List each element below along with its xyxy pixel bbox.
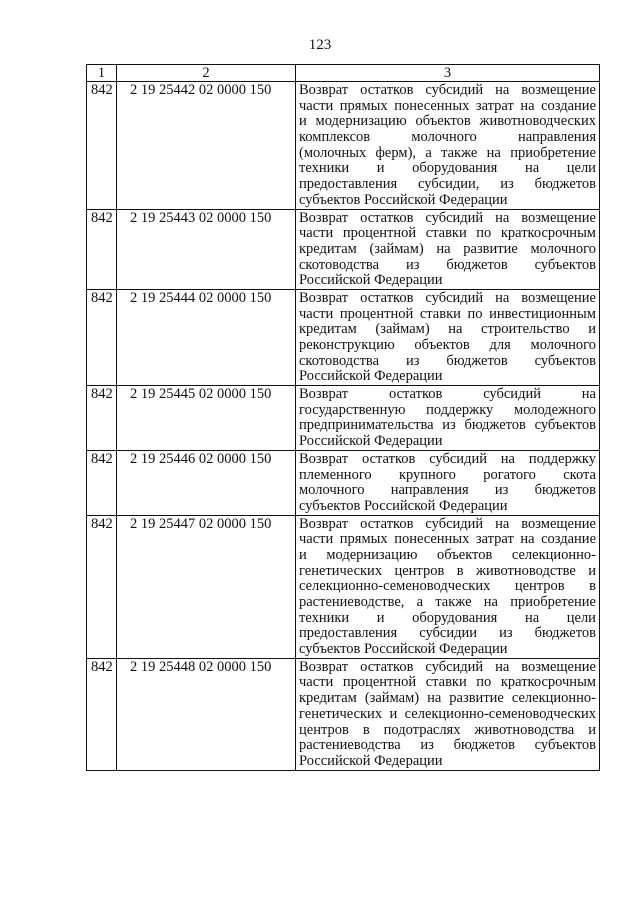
- word: субсидий: [425, 209, 484, 226]
- word: и: [376, 160, 385, 177]
- kbk-code-cell: [117, 289, 296, 385]
- word: скота: [563, 466, 596, 483]
- word: модернизацию: [326, 546, 418, 563]
- description-line: [296, 161, 599, 177]
- word: затрат: [475, 531, 514, 548]
- word: направления: [390, 482, 469, 499]
- word: цели: [566, 609, 596, 626]
- kbk-code-cell: [117, 515, 296, 658]
- description-line: субъектов Российской Федерации: [299, 497, 508, 514]
- description-line: [296, 354, 599, 370]
- table-row: [87, 289, 600, 385]
- kbk-code-cell: [117, 82, 296, 210]
- word: субсидий: [425, 289, 484, 306]
- word: бюджетов: [534, 482, 596, 499]
- word: племенного: [299, 466, 372, 483]
- description-line: [296, 418, 599, 434]
- word: кредитам: [299, 240, 357, 257]
- word: по: [476, 225, 492, 242]
- admin-code: 842: [91, 658, 113, 675]
- admin-code-cell: [87, 658, 117, 770]
- admin-code-cell: [87, 386, 117, 451]
- word: центров: [394, 562, 445, 579]
- description-line: [296, 723, 599, 739]
- description-line: [296, 403, 599, 419]
- word: из: [420, 737, 434, 754]
- kbk-code: 2 19 25442 02 0000 150: [130, 82, 272, 98]
- word: остатков: [360, 515, 414, 532]
- word: субсидий: [425, 658, 484, 675]
- word: также: [435, 594, 472, 610]
- header-col-1: 1: [87, 65, 117, 82]
- word: приобретение: [510, 144, 596, 161]
- word: животноводства: [474, 721, 575, 738]
- word: предоставления: [299, 176, 398, 193]
- word: остатков: [361, 450, 416, 467]
- description-cell: [296, 289, 600, 385]
- word: на: [495, 82, 510, 98]
- word: субъектов: [534, 417, 596, 434]
- word: скотоводства: [299, 352, 380, 369]
- word: оборудования: [412, 609, 498, 626]
- description-line: [296, 517, 599, 533]
- admin-code-cell: [87, 289, 117, 385]
- word: техники: [299, 160, 350, 177]
- word: и: [588, 562, 596, 579]
- word: животноводстве: [475, 562, 576, 579]
- word: на: [524, 160, 540, 177]
- word: остатков: [360, 209, 414, 226]
- table-row: [87, 658, 600, 770]
- description-line: [296, 660, 599, 676]
- kbk-code: 2 19 25445 02 0000 150: [130, 386, 272, 403]
- word: и: [588, 721, 596, 738]
- word: возмещение: [521, 209, 596, 226]
- word: создание: [541, 531, 596, 548]
- word: на: [520, 531, 535, 548]
- word: части: [299, 674, 334, 691]
- word: в: [589, 578, 596, 595]
- word: подотраслях: [383, 721, 461, 738]
- word: растениеводства: [299, 737, 401, 754]
- word: создание: [541, 97, 596, 114]
- word: в: [456, 562, 464, 579]
- word: молочного: [299, 482, 365, 499]
- kbk-code-cell: [117, 450, 296, 515]
- page-number: 123: [308, 37, 332, 53]
- admin-code: 842: [91, 82, 113, 98]
- word: бюджетов: [453, 737, 515, 754]
- table-row: [87, 386, 600, 451]
- word: кредитам: [299, 690, 357, 707]
- kbk-code: 2 19 25446 02 0000 150: [130, 450, 272, 467]
- word: реконструкцию: [299, 337, 395, 353]
- kbk-code: 2 19 25448 02 0000 150: [130, 658, 272, 675]
- description-line: субъектов Российской Федерации: [299, 191, 508, 208]
- description-line: [296, 130, 599, 146]
- description-line: [296, 387, 599, 403]
- word: Возврат: [299, 209, 349, 226]
- description-line: [296, 626, 599, 642]
- word: центров: [299, 721, 349, 738]
- word: процентной: [342, 225, 417, 242]
- word: на: [581, 386, 596, 403]
- description-line: [296, 595, 599, 611]
- word: селекционно-: [511, 690, 596, 707]
- description-line: [296, 146, 599, 162]
- word: (займам): [364, 690, 420, 707]
- description-line: [296, 707, 599, 723]
- word: Возврат: [299, 386, 349, 403]
- word: бюджетов: [464, 417, 526, 434]
- word: из: [499, 625, 513, 642]
- word: краткосрочным: [500, 225, 596, 242]
- admin-code: 842: [91, 209, 113, 226]
- word: генетических: [299, 562, 383, 579]
- description-cell: [296, 515, 600, 658]
- kbk-code-cell: [117, 209, 296, 289]
- description-line: субъектов Российской Федерации: [299, 641, 508, 658]
- word: комплексов: [299, 129, 371, 146]
- word: инвестиционным: [489, 305, 596, 322]
- description-line: [296, 114, 599, 130]
- word: субсидий: [425, 515, 484, 532]
- word: субсидий: [429, 450, 487, 467]
- word: бюджетов: [446, 256, 508, 273]
- admin-code-cell: [87, 450, 117, 515]
- word: селекционно-семеноводческих: [404, 705, 596, 722]
- word: части: [299, 97, 334, 114]
- word: объектов: [437, 546, 493, 563]
- word: ставки: [419, 305, 461, 322]
- word: на: [524, 609, 540, 626]
- word: из: [405, 352, 420, 369]
- word: Возврат: [299, 515, 349, 532]
- word: из: [494, 482, 509, 499]
- word: Возврат: [299, 289, 349, 306]
- description-line: [296, 564, 599, 580]
- word: части: [299, 305, 334, 322]
- description-line: [296, 691, 599, 707]
- word: для: [489, 337, 511, 353]
- word: предпринимательства: [299, 417, 434, 434]
- word: кредитам: [299, 321, 357, 338]
- description-line: [296, 579, 599, 595]
- word: объектов: [414, 337, 470, 353]
- description-line: [296, 468, 599, 484]
- word: на: [486, 144, 501, 161]
- word: Возврат: [299, 658, 349, 675]
- description-line: [296, 338, 599, 354]
- word: молочного: [530, 240, 596, 257]
- word: остатков: [388, 386, 443, 403]
- word: животноводческих: [479, 113, 596, 130]
- kbk-code: 2 19 25443 02 0000 150: [130, 209, 272, 226]
- kbk-code: 2 19 25444 02 0000 150: [130, 289, 272, 306]
- kbk-code-cell: [117, 658, 296, 770]
- budget-code-table: [86, 64, 600, 771]
- description-line: [296, 211, 599, 227]
- word: процентной: [339, 305, 414, 322]
- description-line: [296, 483, 599, 499]
- word: молочного: [530, 337, 596, 353]
- word: понесенных: [394, 531, 470, 548]
- description-line: [296, 675, 599, 691]
- word: субъектов: [534, 256, 596, 273]
- table-header-row: [87, 65, 600, 82]
- word: поддержку: [426, 401, 494, 418]
- description-line: [296, 83, 599, 99]
- admin-code: 842: [91, 289, 113, 306]
- description-line: [296, 226, 599, 242]
- admin-code: 842: [91, 386, 113, 403]
- word: оборудования: [412, 160, 498, 177]
- word: генетических: [299, 705, 383, 722]
- description-line: Российской Федерации: [299, 433, 443, 450]
- header-col-2: 2: [117, 65, 296, 82]
- table-row: [87, 82, 600, 210]
- word: Возврат: [299, 450, 349, 467]
- word: техники: [299, 609, 350, 626]
- word: затрат: [475, 97, 514, 114]
- word: скотоводства: [299, 256, 380, 273]
- word: селекционно-семеноводческих: [299, 578, 491, 595]
- word: субсидий: [483, 386, 541, 403]
- description-line: [296, 291, 599, 307]
- word: возмещение: [521, 515, 596, 532]
- word: субсидии,: [418, 176, 480, 193]
- word: крупного: [398, 466, 456, 483]
- word: субъектов: [534, 737, 596, 754]
- kbk-code: 2 19 25447 02 0000 150: [130, 515, 272, 532]
- word: и: [389, 705, 398, 722]
- word: рогатого: [483, 466, 536, 483]
- word: (молочных: [299, 144, 367, 161]
- word: а: [425, 144, 432, 161]
- word: прямых: [339, 97, 388, 114]
- word: части: [299, 531, 334, 548]
- word: приобретение: [510, 594, 596, 610]
- word: бюджетов: [534, 625, 596, 642]
- description-line: [296, 307, 599, 323]
- word: центров: [514, 578, 565, 595]
- word: ставки: [425, 674, 467, 691]
- description-line: [296, 738, 599, 754]
- word: субсидий: [425, 82, 484, 98]
- description-cell: [296, 386, 600, 451]
- word: (займам): [369, 240, 424, 257]
- word: остатков: [360, 289, 414, 306]
- description-line: [296, 611, 599, 627]
- word: возмещение: [521, 658, 596, 675]
- word: цели: [566, 160, 596, 177]
- word: развитие: [463, 240, 518, 257]
- word: а: [416, 594, 424, 610]
- description-line: [296, 242, 599, 258]
- word: и: [376, 609, 385, 626]
- word: на: [427, 690, 442, 707]
- admin-code-cell: [87, 209, 117, 289]
- table-body: [87, 65, 600, 771]
- word: из: [500, 176, 514, 193]
- word: понесенных: [394, 97, 470, 114]
- table-row: [87, 515, 600, 658]
- table-row: [87, 209, 600, 289]
- word: процентной: [342, 674, 417, 691]
- word: селекционно-: [511, 546, 596, 563]
- word: и: [299, 113, 307, 130]
- word: государственную: [299, 401, 406, 418]
- admin-code-cell: [87, 515, 117, 658]
- kbk-code-cell: [117, 386, 296, 451]
- word: возмещение: [521, 82, 596, 98]
- word: из: [442, 417, 456, 434]
- description-cell: [296, 209, 600, 289]
- description-cell: [296, 658, 600, 770]
- word: бюджетов: [534, 176, 596, 193]
- word: субъектов: [534, 352, 596, 369]
- word: на: [495, 515, 510, 532]
- word: бюджетов: [446, 352, 508, 369]
- word: на: [520, 97, 535, 114]
- word: поддержку: [528, 450, 596, 467]
- word: Возврат: [299, 82, 349, 98]
- description-line: Российской Федерации: [299, 368, 443, 385]
- word: молодежного: [514, 401, 596, 418]
- word: остатков: [360, 658, 414, 675]
- description-cell: [296, 450, 600, 515]
- admin-code: 842: [91, 515, 113, 532]
- description-line: [296, 177, 599, 193]
- word: части: [299, 225, 334, 242]
- header-col-3: 3: [296, 65, 600, 82]
- description-line: [296, 99, 599, 115]
- description-line: [296, 322, 599, 338]
- word: на: [495, 209, 510, 226]
- word: на: [500, 450, 515, 467]
- word: на: [495, 658, 510, 675]
- word: модернизацию: [315, 113, 407, 130]
- word: развитие: [449, 690, 504, 707]
- description-line: [296, 548, 599, 564]
- description-line: [296, 452, 599, 468]
- word: на: [495, 289, 510, 306]
- word: субсидии: [419, 625, 477, 642]
- word: на: [483, 594, 498, 610]
- word: строительство: [481, 321, 570, 338]
- word: и: [588, 321, 596, 338]
- word: на: [448, 321, 463, 338]
- word: по: [467, 305, 483, 322]
- word: и: [299, 546, 307, 563]
- word: остатков: [360, 82, 414, 98]
- word: возмещение: [521, 289, 596, 306]
- word: из: [405, 256, 420, 273]
- description-cell: [296, 82, 600, 210]
- word: объектов: [415, 113, 471, 130]
- description-line: [296, 258, 599, 274]
- description-line: [296, 532, 599, 548]
- word: (займам): [375, 321, 430, 338]
- admin-code-cell: [87, 82, 117, 210]
- word: предоставления: [299, 625, 398, 642]
- table-row: [87, 450, 600, 515]
- description-line: Российской Федерации: [299, 752, 443, 769]
- word: растениеводстве,: [299, 594, 405, 610]
- word: по: [476, 674, 492, 691]
- word: прямых: [339, 531, 388, 548]
- word: направления: [518, 129, 596, 146]
- word: ферм),: [375, 144, 417, 161]
- word: в: [362, 721, 370, 738]
- admin-code: 842: [91, 450, 113, 467]
- word: краткосрочным: [500, 674, 596, 691]
- description-line: Российской Федерации: [299, 272, 443, 289]
- word: ставки: [425, 225, 467, 242]
- word: на: [436, 240, 451, 257]
- word: молочного: [411, 129, 477, 146]
- word: также: [441, 144, 478, 161]
